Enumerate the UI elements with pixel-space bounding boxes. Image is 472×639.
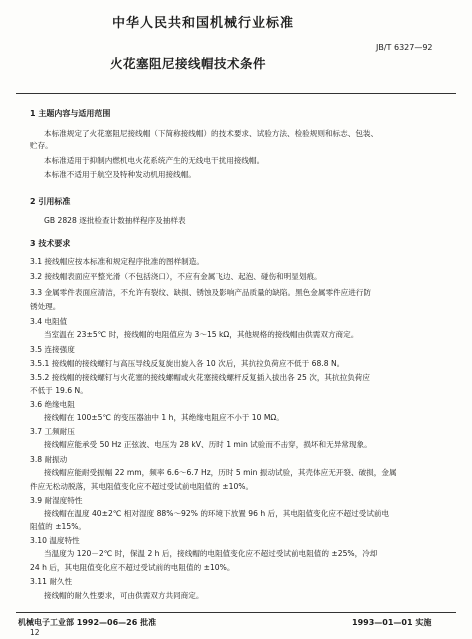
s1-line-1: 本标准规定了火花塞阻尼接线帽（下简称接线帽）的技术要求、试验方法、检验规则和标志、包装、 (44, 129, 379, 138)
standard-title: 中华人民共和国机械行业标准 (112, 16, 295, 31)
clause-3-4-title: 3.4 电阻值 (30, 317, 68, 326)
clause-3-5-2-line-2: 不低于 19.6 N。 (30, 386, 88, 395)
header-rule (16, 93, 456, 94)
clause-3-11-body: 接线帽的耐久性要求，可由供需双方共同商定。 (44, 591, 204, 600)
clause-3-7-body: 接线帽应能承受 50 Hz 正弦波、电压为 28 kV、历时 1 min 试验而不击穿，损坏和无异常现象。 (44, 440, 372, 449)
clause-3-9-line-1: 接线帽在温度 40±2℃ 相对湿度 88%～92% 的环境下放置 96 h 后，其电阻值变化应不超过受试前电 (44, 509, 390, 518)
document-title: 火花塞阻尼接线帽技术条件 (110, 56, 267, 71)
s1-line-3: 本标准适用于抑制内燃机电火花系统产生的无线电干扰用接线帽。 (44, 156, 265, 165)
approval-date: 机械电子工业部 1992—06—26 批准 (18, 618, 157, 627)
clause-3-11-title: 3.11 耐久性 (30, 577, 73, 586)
clause-3-5-1: 3.5.1 接线帽的接线螺钉与高压导线反复旋出旋入各 10 次后，其抗拉负荷应不低于 68.8 N。 (30, 359, 345, 368)
clause-3-8-title: 3.8 耐振动 (30, 455, 68, 464)
clause-3-4-body: 当室温在 23±5℃ 时，接线帽的电阻值应为 3～15 kΩ，其他规格的接线帽由供需双方商定。 (44, 330, 359, 339)
reference-gb2828: GB 2828 逐批检查计数抽样程序及抽样表 (44, 216, 186, 225)
implementation-date: 1993—01—01 实施 (352, 618, 432, 627)
clause-3-8-line-1: 接线帽应能耐受振幅 22 mm，频率 6.6～6.7 Hz，历时 5 min 振动试验，其壳体应无开裂、破损，金属 (44, 468, 397, 477)
clause-3-7-title: 3.7 工频耐压 (30, 427, 75, 436)
footer-rule (16, 612, 456, 613)
standard-code: JB/T 6327—92 (376, 43, 433, 52)
section-3-heading: 3 技术要求 (30, 239, 71, 248)
clause-3-5-title: 3.5 连接强度 (30, 345, 75, 354)
clause-3-5-2-line-1: 3.5.2 接线帽的接线螺钉与火花塞的接线螺帽或火花塞接线螺杆反复插入拔出各 25 次，其抗拉负荷应 (30, 373, 370, 382)
clause-3-2: 3.2 接线帽表面应平整光滑（不包括浇口），不应有金属飞边、起泡、碰伤和明显划痕。 (30, 272, 322, 281)
section-2-heading: 2 引用标准 (30, 197, 71, 206)
clause-3-6-body: 接线帽在 100±5℃ 的变压器油中 1 h，其绝缘电阻应不小于 10 MΩ。 (44, 413, 284, 422)
clause-3-10-line-1: 当温度为 120－2℃ 时，保温 2 h 后，接线帽的电阻值变化应不超过受试前电阻值的 ±25%，冷却 (44, 549, 378, 558)
clause-3-9-title: 3.9 耐湿度特性 (30, 496, 83, 505)
page-number: 12 (30, 628, 40, 637)
clause-3-8-line-2: 件应无松动脱落，其电阻值变化应不超过受试前电阻值的 ±10%。 (30, 482, 254, 491)
clause-3-10-title: 3.10 温度特性 (30, 536, 80, 545)
s1-line-4: 本标准不适用于航空及特种发动机用接线帽。 (44, 170, 196, 179)
clause-3-9-line-2: 阻值的 ±15%。 (30, 522, 87, 531)
s1-line-2: 贮存。 (30, 141, 53, 150)
clause-3-6-title: 3.6 绝缘电阻 (30, 400, 75, 409)
clause-3-1: 3.1 接线帽应按本标准和规定程序批准的图样制造。 (30, 257, 204, 266)
clause-3-3-line-1: 3.3 金属零件表面应清洁，不允许有裂纹、缺损、锈蚀及影响产品质量的缺陷。黑色金属零件应进行防 (30, 288, 372, 297)
clause-3-10-line-2: 24 h 后，其电阻值变化应不超过受试前的电阻值的 ±10%。 (30, 563, 235, 572)
section-1-heading: 1 主题内容与适用范围 (30, 109, 111, 118)
clause-3-3-line-2: 锈处理。 (30, 302, 61, 311)
